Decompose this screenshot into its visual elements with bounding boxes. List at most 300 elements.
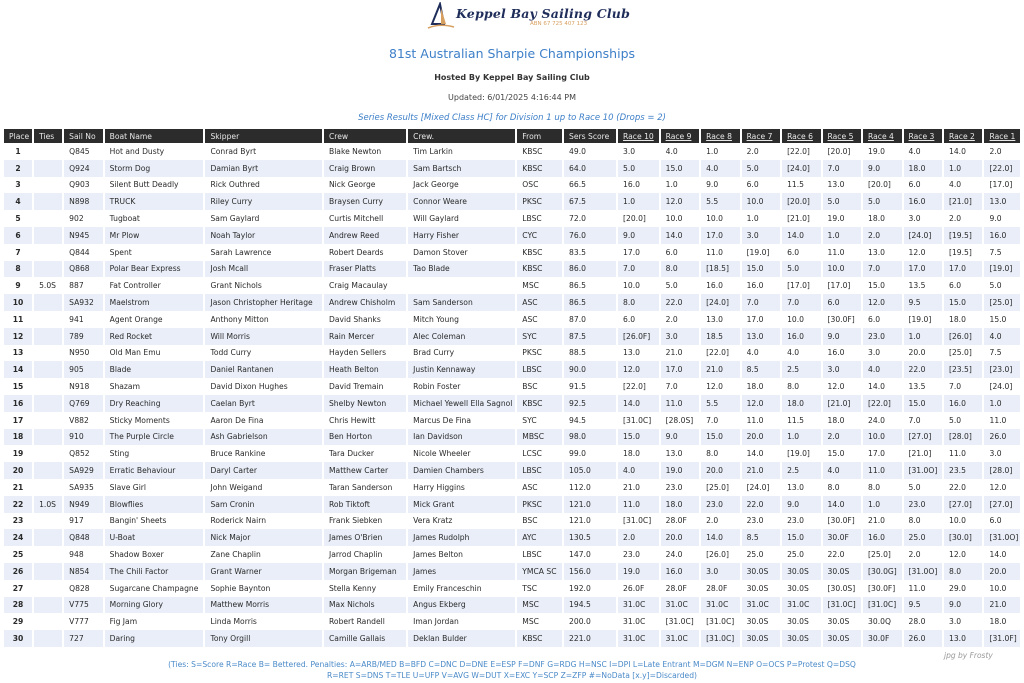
cell-race-3: [31.0O]: [904, 462, 942, 479]
cell-race-5: 30.0S: [823, 563, 861, 580]
column-header-crew: Crew.: [408, 129, 515, 143]
logo-abn: ABN 67 725 407 123: [530, 21, 588, 27]
cell-from: KBSC: [517, 160, 562, 177]
cell-skipper: Riley Curry: [205, 193, 322, 210]
cell-race-3: 26.0: [904, 630, 942, 647]
cell-from: MSC: [522, 617, 539, 627]
table-row: [4, 294, 1020, 311]
cell-sers-score: 156.0: [564, 563, 616, 580]
cell-race-10: 19.0: [618, 563, 659, 580]
cell-from: MBSC: [517, 429, 562, 446]
cell-race-10: 26.0F: [623, 583, 645, 593]
cell-boat-name: Blade: [105, 361, 204, 378]
column-header-crew: Crew: [324, 129, 406, 143]
cell-sail-no: SA935: [69, 482, 94, 492]
cell-sers-score: 121.0: [564, 496, 616, 513]
cell-race-7: 31.0C: [742, 597, 780, 614]
cell-race-10: 11.0: [618, 496, 659, 513]
cell-from: KBSC: [522, 247, 543, 257]
cell-crew: Rob Tiktoft: [324, 496, 406, 513]
column-header-ties: Ties: [34, 129, 62, 143]
cell-race-10: 8.0: [618, 294, 659, 311]
cell-race-6: 13.0: [787, 482, 804, 492]
cell-race-4: [31.0C]: [863, 597, 901, 614]
cell-sail-no: Q848: [64, 529, 102, 546]
cell-race-10: 1.0: [618, 193, 659, 210]
page-title: 81st Australian Sharpie Championships: [388, 46, 636, 61]
cell-race-4: 30.0F: [863, 630, 901, 647]
cell-race-1: [17.0]: [989, 180, 1013, 190]
cell-from: LBSC: [517, 462, 562, 479]
cell-race-2: 14.0: [949, 146, 966, 156]
column-header-race-5[interactable]: Race 5: [823, 129, 861, 143]
table-row: [4, 462, 1020, 479]
cell-race-2: [26.0]: [944, 328, 982, 345]
cell-race-8: 16.0: [706, 281, 724, 291]
cell-race-7: [24.0]: [746, 482, 770, 492]
cell-boat-name: Morning Glory: [105, 597, 204, 614]
cell-sail-no: Q828: [69, 583, 90, 593]
cell-from: ASC: [522, 314, 538, 324]
cell-sers-score: 94.5: [569, 415, 586, 425]
cell-from: KBSC: [517, 261, 562, 278]
cell-race-1: 3.0: [989, 449, 1002, 459]
cell-sail-no: 910: [64, 429, 102, 446]
cell-race-8: 2.0: [706, 516, 719, 526]
cell-crew: Robert Randell: [328, 617, 385, 627]
cell-race-3: 15.0: [904, 395, 942, 412]
cell-sail-no: Q845: [69, 146, 90, 156]
cell-place: 16: [4, 395, 32, 412]
cell-place: 22: [4, 496, 32, 513]
cell-sail-no: SA929: [64, 462, 102, 479]
cell-race-9: 22.0: [661, 294, 699, 311]
cell-crew: Marcus De Fina: [413, 415, 471, 425]
cell-race-4: 16.0: [863, 529, 901, 546]
cell-sers-score: 67.5: [564, 193, 616, 210]
cell-race-9: 7.0: [665, 382, 678, 392]
cell-race-2: 10.0: [949, 516, 966, 526]
cell-race-4: 6.0: [868, 314, 881, 324]
cell-race-6: 30.0S: [787, 617, 809, 627]
cell-race-5: [30.0F]: [827, 516, 855, 526]
cell-place: 2: [4, 160, 32, 177]
cell-race-6: [20.0]: [782, 193, 820, 210]
cell-from: SYC: [522, 415, 537, 425]
cell-race-9: 31.0C: [661, 630, 699, 647]
cell-sers-score: 221.0: [564, 630, 616, 647]
cell-sers-score: 98.0: [564, 429, 616, 446]
cell-crew: Damon Stover: [413, 247, 468, 257]
cell-race-3: [31.0O]: [904, 563, 942, 580]
cell-crew: Alec Coleman: [408, 328, 515, 345]
cell-race-6: 16.0: [782, 328, 820, 345]
cell-race-6: 23.0: [787, 516, 804, 526]
cell-race-8: 3.0: [701, 563, 739, 580]
cell-skipper: Josh Mcall: [205, 261, 322, 278]
cell-sers-score: 66.5: [569, 180, 586, 190]
cell-place: 21: [12, 482, 24, 492]
cell-skipper: Will Morris: [205, 328, 322, 345]
cell-race-7: 22.0: [742, 496, 780, 513]
cell-race-10: 15.0: [618, 429, 659, 446]
cell-race-4: [30.0G]: [863, 563, 901, 580]
cell-race-8: [31.0C]: [706, 617, 735, 627]
cell-sers-score: 91.5: [569, 382, 586, 392]
cell-place: 8: [4, 261, 32, 278]
cell-crew: Deklan Bulder: [408, 630, 515, 647]
cell-race-8: 15.0: [701, 429, 739, 446]
cell-sers-score: 49.0: [569, 146, 586, 156]
cell-race-9: 10.0: [665, 214, 683, 224]
cell-race-10: 31.0C: [623, 617, 646, 627]
cell-race-6: 6.0: [787, 247, 800, 257]
cell-race-3: [24.0]: [904, 227, 942, 244]
cell-race-8: [31.0C]: [701, 630, 739, 647]
cell-race-4: [22.0]: [863, 395, 901, 412]
cell-race-3: 11.0: [908, 583, 926, 593]
cell-race-6: 1.0: [782, 429, 820, 446]
column-header-race-8[interactable]: Race 8: [701, 129, 739, 143]
cell-race-2: [28.0]: [944, 429, 982, 446]
cell-race-4: 19.0: [868, 146, 885, 156]
cell-race-1: 20.0: [984, 563, 1020, 580]
column-header-skipper: Skipper: [205, 129, 322, 143]
column-header-race-2[interactable]: Race 2: [944, 129, 982, 143]
cell-race-6: 31.0C: [782, 597, 820, 614]
cell-place: 4: [4, 193, 32, 210]
cell-race-3: 13.5: [908, 281, 926, 291]
column-header-race-4[interactable]: Race 4: [863, 129, 901, 143]
cell-race-5: 9.0: [823, 328, 861, 345]
cell-race-8: [24.0]: [701, 294, 739, 311]
cell-ties: [34, 210, 62, 227]
cell-boat-name: Erratic Behaviour: [105, 462, 204, 479]
cell-race-9: 23.0: [665, 482, 683, 492]
cell-ties: [34, 193, 62, 210]
cell-race-10: 23.0: [623, 550, 640, 560]
cell-race-6: 9.0: [782, 496, 820, 513]
cell-race-8: 11.0: [706, 247, 724, 257]
cell-from: LBSC: [522, 550, 542, 560]
cell-race-9: [28.0S]: [665, 415, 694, 425]
cell-race-6: 30.0S: [787, 583, 809, 593]
cell-race-5: [20.0]: [827, 146, 851, 156]
cell-crew: Fraser Platts: [324, 261, 406, 278]
cell-ties: [34, 294, 62, 311]
cell-race-8: 28.0F: [706, 583, 728, 593]
cell-place: 25: [12, 550, 24, 560]
cell-crew: Morgan Brigeman: [324, 563, 406, 580]
column-header-race-1[interactable]: Race 1: [984, 129, 1020, 143]
cell-race-1: 21.0: [984, 597, 1020, 614]
cell-race-8: 14.0: [701, 529, 739, 546]
cell-race-8: 7.0: [706, 415, 719, 425]
cell-race-2: 3.0: [949, 617, 962, 627]
cell-sail-no: Q903: [69, 180, 90, 190]
cell-sail-no: N854: [64, 563, 102, 580]
cell-boat-name: Agent Orange: [109, 314, 163, 324]
cell-race-7: 30.0S: [742, 563, 780, 580]
cell-crew: Nicole Wheeler: [413, 449, 471, 459]
cell-race-10: [31.0C]: [623, 415, 652, 425]
cell-boat-name: Fig Jam: [109, 617, 138, 627]
cell-race-9: 20.0: [661, 529, 699, 546]
cell-race-7: 7.0: [742, 294, 780, 311]
cell-place: 7: [15, 247, 21, 257]
cell-skipper: Aaron De Fina: [210, 415, 264, 425]
cell-skipper: Caelan Byrt: [205, 395, 322, 412]
cell-race-5: 8.0: [827, 482, 840, 492]
cell-race-9: 14.0: [661, 227, 699, 244]
table-row: [4, 160, 1020, 177]
cell-sail-no: SA932: [64, 294, 102, 311]
cell-race-5: [30.0F]: [827, 314, 855, 324]
cell-ties: [34, 580, 62, 597]
cell-race-10: 5.0: [618, 160, 659, 177]
cell-race-1: 11.0: [989, 415, 1007, 425]
cell-race-5: 4.0: [823, 462, 861, 479]
cell-sail-no: V882: [69, 415, 89, 425]
cell-from: CYC: [517, 227, 562, 244]
cell-crew: Shelby Newton: [324, 395, 406, 412]
cell-ties: [34, 445, 62, 462]
cell-race-2: 29.0: [949, 583, 966, 593]
cell-race-6: 18.0: [782, 395, 820, 412]
cell-race-5: 30.0S: [823, 630, 861, 647]
cell-race-6: 2.5: [782, 462, 820, 479]
cell-race-3: 23.0: [904, 496, 942, 513]
cell-race-8: 5.5: [701, 395, 739, 412]
cell-place: 23: [12, 516, 24, 526]
cell-crew: Michael Yewell Ella Sagnol: [408, 395, 515, 412]
cell-crew: Craig Macaulay: [328, 281, 388, 291]
cell-race-2: 18.0: [949, 314, 966, 324]
cell-race-8: 5.5: [701, 193, 739, 210]
cell-race-2: 2.0: [949, 214, 962, 224]
cell-race-9: 6.0: [665, 247, 678, 257]
cell-skipper: Sam Cronin: [205, 496, 322, 513]
cell-race-1: [22.0]: [984, 160, 1020, 177]
cell-sail-no: N950: [69, 348, 90, 358]
cell-race-8: 12.0: [706, 382, 724, 392]
cell-boat-name: Silent Butt Deadly: [109, 180, 179, 190]
cell-ties: [34, 261, 62, 278]
cell-crew: David Tremain: [328, 382, 384, 392]
cell-crew: David Shanks: [328, 314, 381, 324]
table-row: [4, 361, 1020, 378]
cell-race-5: 19.0: [827, 214, 845, 224]
cell-race-7: 6.0: [746, 180, 759, 190]
cell-race-3: 9.5: [904, 597, 942, 614]
table-row: [4, 445, 1020, 462]
cell-skipper: Damian Byrt: [205, 160, 322, 177]
cell-boat-name: U-Boat: [105, 529, 204, 546]
cell-skipper: Ash Gabrielson: [205, 429, 322, 446]
cell-race-3: 18.0: [904, 160, 942, 177]
cell-race-7: 20.0: [742, 429, 780, 446]
cell-race-4: 21.0: [868, 516, 885, 526]
column-header-place: Place: [4, 129, 32, 143]
cell-race-8: 31.0C: [701, 597, 739, 614]
cell-ties: [34, 361, 62, 378]
cell-race-1: 13.0: [984, 193, 1020, 210]
cell-place: 24: [4, 529, 32, 546]
cell-race-4: 5.0: [863, 193, 901, 210]
cell-sail-no: N949: [64, 496, 102, 513]
cell-race-5: 12.0: [827, 382, 845, 392]
cell-crew: Ben Horton: [324, 429, 406, 446]
table-row: [4, 429, 1020, 446]
cell-race-8: 20.0: [701, 462, 739, 479]
cell-race-1: [31.0O]: [984, 529, 1020, 546]
cell-boat-name: Bangin' Sheets: [109, 516, 167, 526]
cell-race-9: 21.0: [665, 348, 683, 358]
cell-skipper: Daniel Rantanen: [205, 361, 322, 378]
cell-race-1: [28.0]: [984, 462, 1020, 479]
cell-race-10: 12.0: [618, 361, 659, 378]
cell-place: 9: [15, 281, 21, 291]
cell-ties: [34, 479, 62, 496]
column-header-race-9[interactable]: Race 9: [661, 129, 699, 143]
cell-skipper: Sam Gaylard: [210, 214, 260, 224]
cell-sers-score: 92.5: [564, 395, 616, 412]
cell-race-5: 10.0: [823, 261, 861, 278]
cell-race-10: 6.0: [623, 314, 636, 324]
column-header-race-6[interactable]: Race 6: [782, 129, 820, 143]
cell-boat-name: Tugboat: [109, 214, 140, 224]
cell-race-8: 18.5: [701, 328, 739, 345]
cell-sers-score: 86.0: [564, 261, 616, 278]
cell-race-6: 10.0: [787, 314, 804, 324]
cell-race-9: 15.0: [661, 160, 699, 177]
cell-sail-no: Q924: [64, 160, 102, 177]
cell-race-9: 28.0F: [665, 516, 687, 526]
cell-race-5: 30.0F: [823, 529, 861, 546]
cell-place: 27: [12, 583, 24, 593]
cell-race-5: 18.0: [827, 415, 845, 425]
cell-place: 20: [4, 462, 32, 479]
cell-from: BSC: [522, 382, 538, 392]
cell-from: LBSC: [517, 361, 562, 378]
cell-race-7: 2.0: [746, 146, 759, 156]
cell-race-2: 12.0: [949, 550, 966, 560]
cell-race-10: 3.0: [623, 146, 636, 156]
cell-race-9: 1.0: [665, 180, 678, 190]
cell-race-1: 26.0: [984, 429, 1020, 446]
cell-crew: Ian Davidson: [408, 429, 515, 446]
cell-race-4: 2.0: [863, 227, 901, 244]
column-header-race-3[interactable]: Race 3: [904, 129, 942, 143]
cell-race-7: 8.5: [742, 529, 780, 546]
cell-ties: [34, 378, 62, 395]
cell-race-3: 28.0: [908, 617, 926, 627]
cell-race-10: 21.0: [623, 482, 640, 492]
cell-boat-name: Blowflies: [105, 496, 204, 513]
cell-race-9: 11.0: [661, 395, 699, 412]
column-header-sers-score: Sers Score: [564, 129, 616, 143]
cell-race-1: 10.0: [989, 583, 1007, 593]
cell-race-3: 17.0: [904, 261, 942, 278]
cell-race-4: 10.0: [863, 429, 901, 446]
cell-skipper: Anthony Mitton: [210, 314, 269, 324]
cell-race-6: 14.0: [782, 227, 820, 244]
cell-race-1: [31.0F]: [984, 630, 1020, 647]
cell-ties: [34, 160, 62, 177]
cell-race-1: 14.0: [989, 550, 1007, 560]
cell-race-9: 9.0: [661, 429, 699, 446]
cell-sail-no: 917: [69, 516, 84, 526]
cell-sail-no: 789: [64, 328, 102, 345]
cell-race-6: 7.0: [782, 294, 820, 311]
cell-sers-score: 90.0: [564, 361, 616, 378]
cell-crew: Tara Ducker: [328, 449, 374, 459]
cell-crew: Will Gaylard: [413, 214, 459, 224]
cell-race-6: 30.0S: [782, 630, 820, 647]
cell-race-2: 23.5: [944, 462, 982, 479]
table-row: [4, 546, 1020, 563]
column-header-race-7[interactable]: Race 7: [742, 129, 780, 143]
logo-name: Keppel Bay Sailing Club: [456, 6, 631, 21]
cell-race-9: 16.0: [661, 563, 699, 580]
cell-skipper: Conrad Byrt: [210, 146, 257, 156]
cell-sers-score: 88.5: [569, 348, 586, 358]
cell-race-5: 7.0: [823, 160, 861, 177]
cell-crew: Taran Sanderson: [328, 482, 393, 492]
cell-race-7: 30.0S: [742, 630, 780, 647]
cell-race-1: 7.5: [989, 247, 1002, 257]
cell-crew: Frank Siebken: [328, 516, 383, 526]
table-row: [4, 143, 1020, 160]
cell-race-6: 30.0S: [782, 563, 820, 580]
cell-race-4: [30.0F]: [868, 583, 896, 593]
cell-crew: Craig Brown: [324, 160, 406, 177]
cell-sail-no: N945: [64, 227, 102, 244]
cell-sail-no: Q852: [69, 449, 90, 459]
cell-race-9: 8.0: [661, 261, 699, 278]
cell-race-2: 13.0: [944, 630, 982, 647]
cell-race-2: [19.5]: [944, 227, 982, 244]
cell-race-6: 4.0: [787, 348, 800, 358]
cell-race-10: 31.0C: [618, 597, 659, 614]
table-row: [4, 345, 1020, 362]
cell-race-7: 17.0: [746, 314, 764, 324]
cell-race-1: 15.0: [989, 314, 1007, 324]
cell-ties: [34, 345, 62, 362]
cell-race-6: [19.0]: [787, 449, 810, 459]
cell-skipper: Roderick Nairn: [210, 516, 267, 526]
cell-from: AYC: [517, 529, 562, 546]
cell-crew: Sam Sanderson: [408, 294, 515, 311]
column-header-race-10[interactable]: Race 10: [618, 129, 659, 143]
cell-race-1: 12.0: [989, 482, 1007, 492]
cell-boat-name: Hot and Dusty: [109, 146, 165, 156]
table-row: [4, 513, 1020, 530]
cell-skipper: Noah Taylor: [205, 227, 322, 244]
cell-race-2: 8.0: [944, 563, 982, 580]
cell-race-7: 5.0: [742, 160, 780, 177]
cell-race-10: 7.0: [618, 261, 659, 278]
table-row: [4, 177, 1020, 194]
cell-crew: Matthew Carter: [324, 462, 406, 479]
cell-race-1: [19.0]: [984, 261, 1020, 278]
cell-crew: James Belton: [413, 550, 463, 560]
cell-ties: [34, 395, 62, 412]
cell-from: OSC: [522, 180, 539, 190]
cell-place: 15: [12, 382, 24, 392]
cell-race-10: [22.0]: [623, 382, 646, 392]
cell-sers-score: 192.0: [569, 583, 591, 593]
